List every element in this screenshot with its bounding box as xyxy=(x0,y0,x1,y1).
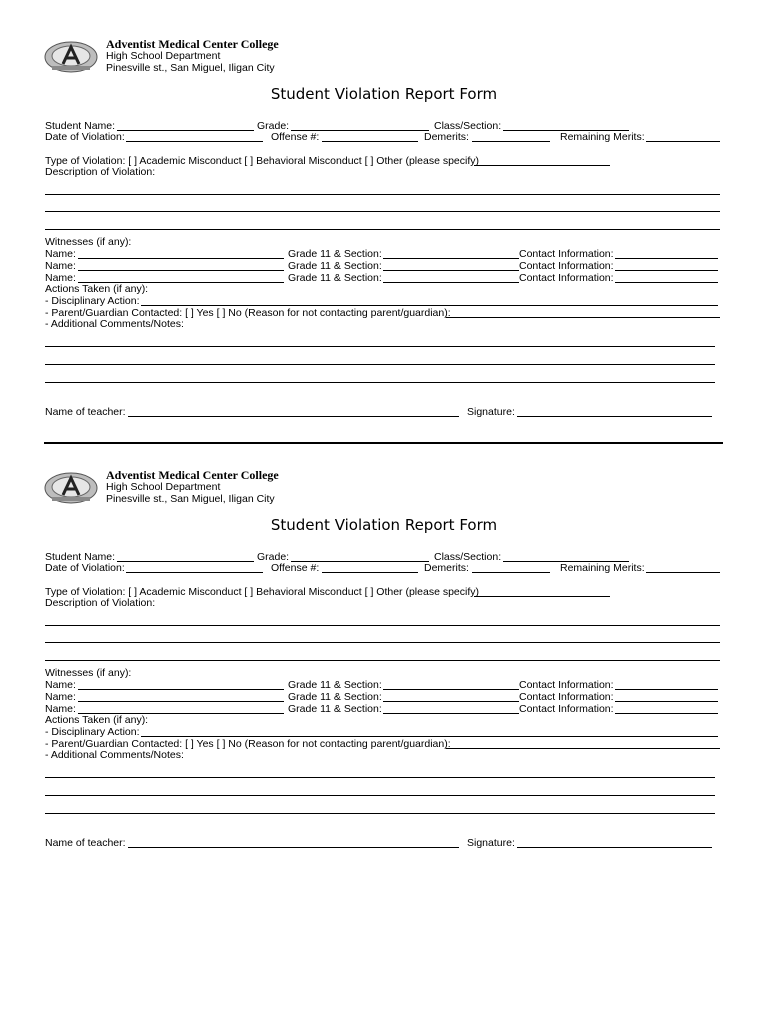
teacher-name-label: Name of teacher: xyxy=(45,406,126,418)
witness-grade-section-field[interactable] xyxy=(383,282,519,283)
witness-grade-section-field[interactable] xyxy=(383,270,519,271)
witness-grade-section-label: Grade 11 & Section: xyxy=(288,691,382,703)
grade-label: Grade: xyxy=(257,120,290,132)
type-of-violation-label: Type of Violation: [ ] Academic Misconduct [ ] Behavioral Misconduct [ ] Other (please specify) xyxy=(45,155,480,167)
parent-contacted-reason-field[interactable] xyxy=(446,317,720,318)
actions-taken-label: Actions Taken (if any): xyxy=(45,714,149,726)
disciplinary-action-field[interactable] xyxy=(141,736,718,737)
additional-comments-label: - Additional Comments/Notes: xyxy=(45,318,184,330)
disciplinary-action-field[interactable] xyxy=(141,305,718,306)
witness-name-label: Name: xyxy=(45,703,76,715)
witness-contact-label: Contact Information: xyxy=(519,691,614,703)
form-title: Student Violation Report Form xyxy=(270,516,498,534)
witness-name-label: Name: xyxy=(45,679,76,691)
school-header xyxy=(106,38,279,74)
offense-field[interactable] xyxy=(322,141,418,142)
form-title: Student Violation Report Form xyxy=(270,85,498,103)
student-name-label: Student Name: xyxy=(45,551,116,563)
school-logo-icon xyxy=(44,40,98,74)
witness-grade-section-label: Grade 11 & Section: xyxy=(288,248,382,260)
witness-grade-section-field[interactable] xyxy=(383,689,519,690)
remaining-merits-label: Remaining Merits: xyxy=(560,131,645,143)
witnesses-label: Witnesses (if any): xyxy=(45,236,132,248)
description-line[interactable] xyxy=(45,194,720,195)
witness-name-label: Name: xyxy=(45,248,76,260)
witness-name-field[interactable] xyxy=(78,689,284,690)
violation-form xyxy=(0,467,768,887)
description-line[interactable] xyxy=(45,229,720,230)
witness-grade-section-field[interactable] xyxy=(383,258,519,259)
parent-contacted-reason-field[interactable] xyxy=(446,748,720,749)
witness-grade-section-label: Grade 11 & Section: xyxy=(288,679,382,691)
witness-contact-label: Contact Information: xyxy=(519,248,614,260)
parent-contacted-label: - Parent/Guardian Contacted: [ ] Yes [ ] No (Reason for not contacting parent/guardian): xyxy=(45,738,451,750)
school-address: Pinesville st., San Miguel, Iligan City xyxy=(106,493,275,505)
witness-contact-field[interactable] xyxy=(615,713,718,714)
teacher-name-field[interactable] xyxy=(128,847,459,848)
violation-form xyxy=(0,36,768,456)
section-divider xyxy=(44,442,723,444)
description-line[interactable] xyxy=(45,642,720,643)
witness-name-field[interactable] xyxy=(78,701,284,702)
witness-contact-label: Contact Information: xyxy=(519,272,614,284)
witness-contact-label: Contact Information: xyxy=(519,703,614,715)
school-logo-icon xyxy=(44,471,98,505)
description-line[interactable] xyxy=(45,660,720,661)
witness-name-label: Name: xyxy=(45,691,76,703)
witness-grade-section-field[interactable] xyxy=(383,713,519,714)
school-name: Adventist Medical Center College xyxy=(106,468,279,482)
comments-line[interactable] xyxy=(45,346,715,347)
offense-label: Offense #: xyxy=(271,131,320,143)
witness-name-label: Name: xyxy=(45,260,76,272)
parent-contacted-label: - Parent/Guardian Contacted: [ ] Yes [ ] No (Reason for not contacting parent/guardian): xyxy=(45,307,451,319)
grade-label: Grade: xyxy=(257,551,290,563)
student-name-label: Student Name: xyxy=(45,120,116,132)
witness-grade-section-label: Grade 11 & Section: xyxy=(288,272,382,284)
description-label: Description of Violation: xyxy=(45,166,156,178)
disciplinary-action-label: - Disciplinary Action: xyxy=(45,726,140,738)
other-violation-field[interactable] xyxy=(474,596,610,597)
type-of-violation-label: Type of Violation: [ ] Academic Misconduct [ ] Behavioral Misconduct [ ] Other (please specify) xyxy=(45,586,480,598)
witness-grade-section-label: Grade 11 & Section: xyxy=(288,703,382,715)
witness-contact-label: Contact Information: xyxy=(519,260,614,272)
witness-grade-section-field[interactable] xyxy=(383,701,519,702)
comments-line[interactable] xyxy=(45,795,715,796)
school-header xyxy=(106,469,279,505)
description-label: Description of Violation: xyxy=(45,597,156,609)
witness-contact-label: Contact Information: xyxy=(519,679,614,691)
school-department: High School Department xyxy=(106,50,221,62)
signature-label: Signature: xyxy=(467,406,515,418)
witness-contact-field[interactable] xyxy=(615,258,718,259)
additional-comments-label: - Additional Comments/Notes: xyxy=(45,749,184,761)
witness-name-label: Name: xyxy=(45,272,76,284)
description-line[interactable] xyxy=(45,625,720,626)
teacher-name-field[interactable] xyxy=(128,416,459,417)
demerits-field[interactable] xyxy=(472,572,550,573)
teacher-name-label: Name of teacher: xyxy=(45,837,126,849)
remaining-merits-field[interactable] xyxy=(646,572,720,573)
signature-label: Signature: xyxy=(467,837,515,849)
student-name-field[interactable] xyxy=(117,130,254,131)
date-of-violation-label: Date of Violation: xyxy=(45,562,125,574)
demerits-label: Demerits: xyxy=(424,562,469,574)
demerits-label: Demerits: xyxy=(424,131,469,143)
date-of-violation-field[interactable] xyxy=(126,572,263,573)
school-department: High School Department xyxy=(106,481,221,493)
demerits-field[interactable] xyxy=(472,141,550,142)
class-section-label: Class/Section: xyxy=(434,120,502,132)
school-address: Pinesville st., San Miguel, Iligan City xyxy=(106,62,275,74)
witness-grade-section-label: Grade 11 & Section: xyxy=(288,260,382,272)
date-of-violation-field[interactable] xyxy=(126,141,263,142)
disciplinary-action-label: - Disciplinary Action: xyxy=(45,295,140,307)
student-name-field[interactable] xyxy=(117,561,254,562)
signature-field[interactable] xyxy=(517,847,712,848)
witness-contact-field[interactable] xyxy=(615,701,718,702)
description-line[interactable] xyxy=(45,211,720,212)
comments-line[interactable] xyxy=(45,364,715,365)
comments-line[interactable] xyxy=(45,777,715,778)
class-section-label: Class/Section: xyxy=(434,551,502,563)
witness-name-field[interactable] xyxy=(78,270,284,271)
witness-name-field[interactable] xyxy=(78,258,284,259)
other-violation-field[interactable] xyxy=(474,165,610,166)
witness-contact-field[interactable] xyxy=(615,689,718,690)
remaining-merits-label: Remaining Merits: xyxy=(560,562,645,574)
witness-contact-field[interactable] xyxy=(615,270,718,271)
school-name: Adventist Medical Center College xyxy=(106,37,279,51)
witnesses-label: Witnesses (if any): xyxy=(45,667,132,679)
signature-field[interactable] xyxy=(517,416,712,417)
offense-field[interactable] xyxy=(322,572,418,573)
witness-contact-field[interactable] xyxy=(615,282,718,283)
comments-line[interactable] xyxy=(45,813,715,814)
date-of-violation-label: Date of Violation: xyxy=(45,131,125,143)
comments-line[interactable] xyxy=(45,382,715,383)
actions-taken-label: Actions Taken (if any): xyxy=(45,283,149,295)
remaining-merits-field[interactable] xyxy=(646,141,720,142)
offense-label: Offense #: xyxy=(271,562,320,574)
